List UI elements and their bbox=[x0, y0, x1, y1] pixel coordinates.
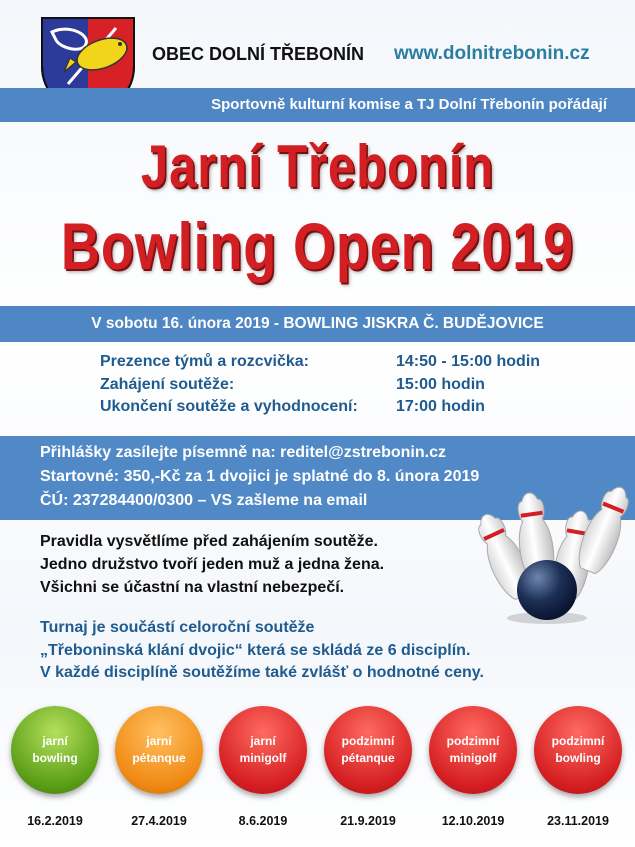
schedule-label: Zahájení soutěže: bbox=[100, 375, 235, 393]
schedule-label: Prezence týmů a rozcvička: bbox=[100, 353, 309, 370]
schedule-row bbox=[100, 351, 540, 374]
discipline-season: jarní bbox=[42, 734, 68, 748]
discipline-date: 21.9.2019 bbox=[340, 814, 396, 828]
bowling-pins-icon bbox=[475, 478, 630, 628]
organizers-text: Sportovně kulturní komise a TJ Dolní Třebonín pořádají bbox=[211, 96, 607, 113]
discipline-date: 8.6.2019 bbox=[238, 814, 288, 828]
registration-account: ČÚ: 237284400/0300 – VS zašleme na email bbox=[40, 492, 368, 509]
discipline-sport: pétanque bbox=[341, 751, 395, 765]
discipline-jarni-minigolf bbox=[219, 706, 307, 794]
series-info bbox=[40, 617, 484, 685]
discipline-season: podzimní bbox=[446, 734, 500, 748]
discipline-jarni-bowling bbox=[11, 706, 99, 794]
rule-line: Pravidla vysvětlíme před zahájením soutěže. bbox=[40, 533, 378, 550]
schedule-time: 15:00 hodin bbox=[396, 375, 485, 393]
discipline-date: 23.11.2019 bbox=[547, 814, 609, 828]
schedule-time: 14:50 - 15:00 hodin bbox=[396, 353, 541, 370]
discipline-date: 16.2.2019 bbox=[27, 814, 83, 828]
discipline-sport: minigolf bbox=[239, 751, 287, 765]
organizers-band bbox=[0, 88, 635, 122]
schedule-time: 17:00 hodin bbox=[396, 398, 485, 415]
series-line: „Třeboninská klání dvojic“ která se skládá ze 6 disciplín. bbox=[40, 641, 471, 659]
discipline-date: 27.4.2019 bbox=[131, 814, 187, 828]
title-line-2: Bowling Open 2019 bbox=[60, 209, 575, 283]
title-line-1: Jarní Třebonín bbox=[140, 133, 495, 200]
registration-fee: Startovné: 350,-Kč za 1 dvojici je splatné do 8. února 2019 bbox=[40, 468, 480, 485]
rules bbox=[40, 530, 384, 599]
event-band bbox=[0, 306, 635, 342]
discipline-podzimni-petanque bbox=[324, 706, 412, 794]
schedule-row bbox=[100, 396, 540, 419]
discipline-podzimni-bowling bbox=[534, 706, 622, 794]
discipline-season: jarní bbox=[250, 734, 276, 748]
discipline-sport: bowling bbox=[555, 751, 601, 765]
discipline-season: jarní bbox=[146, 734, 172, 748]
schedule bbox=[100, 351, 540, 419]
website-link[interactable]: www.dolnitrebonin.cz bbox=[394, 43, 590, 64]
event-line: V sobotu 16. února 2019 - BOWLING JISKRA Č. BUDĚJOVICE bbox=[91, 315, 544, 332]
rule-line: Jedno družstvo tvoří jeden muž a jedna žena. bbox=[40, 556, 385, 573]
discipline-podzimni-minigolf bbox=[429, 706, 517, 794]
discipline-season: podzimní bbox=[341, 734, 395, 748]
registration-email: Přihlášky zasílejte písemně na: reditel@zstrebonin.cz bbox=[40, 444, 446, 461]
discipline-sport: pétanque bbox=[132, 751, 186, 765]
municipality-name: OBEC DOLNÍ TŘEBONÍN bbox=[152, 44, 365, 64]
rule-line: Všichni se účastní na vlastní nebezpečí. bbox=[40, 579, 345, 596]
discipline-jarni-petanque bbox=[115, 706, 203, 794]
discipline-date: 12.10.2019 bbox=[441, 814, 505, 828]
schedule-row bbox=[100, 374, 540, 397]
discipline-sport: bowling bbox=[32, 751, 78, 765]
series-line: V každé disciplíně soutěžíme také zvlášť o hodnotné ceny. bbox=[40, 664, 484, 681]
series-line: Turnaj je součástí celoroční soutěže bbox=[40, 619, 315, 636]
discipline-season: podzimní bbox=[551, 734, 605, 748]
discipline-sport: minigolf bbox=[449, 751, 497, 765]
schedule-label: Ukončení soutěže a vyhodnocení: bbox=[100, 398, 358, 415]
